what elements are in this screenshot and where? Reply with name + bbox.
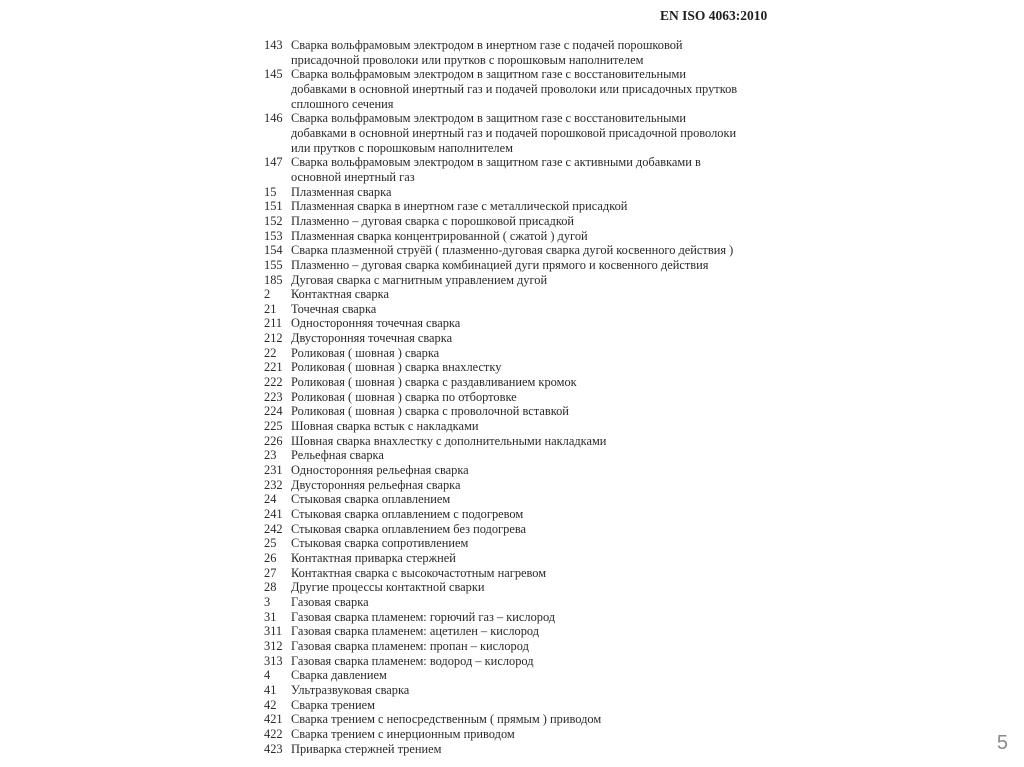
process-code: 421 — [264, 712, 283, 727]
description-line: Приварка стержней трением — [291, 741, 442, 756]
process-code-entry — [264, 111, 764, 155]
description-line: Контактная сварка — [291, 287, 389, 302]
process-description — [291, 434, 764, 449]
process-code: 27 — [264, 565, 277, 580]
description-line: Сварка трением с непосредственным ( прямым ) приводом — [291, 712, 602, 727]
description-line: Стыковая сварка оплавлением — [291, 492, 451, 507]
process-code: 221 — [264, 360, 283, 375]
process-description — [291, 595, 764, 610]
process-code-entry — [264, 492, 764, 507]
process-code-entry — [264, 536, 764, 551]
process-code-entry — [264, 639, 764, 654]
process-code: 21 — [264, 301, 277, 316]
description-line: Стыковая сварка оплавлением с подогревом — [291, 507, 524, 521]
process-description — [291, 610, 764, 625]
description-line: Газовая сварка пламенем: водород – кислород — [291, 653, 534, 668]
process-description — [291, 375, 764, 390]
process-description — [291, 258, 764, 273]
description-line: Дуговая сварка с магнитным управлением дугой — [291, 272, 548, 287]
process-code-entry — [264, 404, 764, 419]
description-line: Газовая сварка пламенем: горючий газ – кислород — [291, 609, 556, 624]
process-code-entry — [264, 624, 764, 639]
process-description — [291, 492, 764, 507]
description-line: добавками в основной инертный газ и подачей проволоки или присадочных прутков — [291, 81, 738, 96]
process-code: 155 — [264, 257, 283, 272]
process-code-entry — [264, 214, 764, 229]
process-code: 225 — [264, 419, 283, 434]
process-code-entry — [264, 360, 764, 375]
process-description — [291, 478, 764, 493]
process-description — [291, 419, 764, 434]
description-line: Газовая сварка пламенем: ацетилен – кислород — [291, 624, 540, 639]
welding-process-code-list — [264, 38, 764, 756]
process-description — [291, 316, 764, 331]
process-description — [291, 448, 764, 463]
description-line: Сварка трением — [291, 697, 375, 712]
description-line: Газовая сварка пламенем: пропан – кислород — [291, 638, 529, 653]
process-code-entry — [264, 316, 764, 331]
process-code-entry — [264, 229, 764, 244]
process-code: 151 — [264, 199, 283, 214]
process-code-entry — [264, 434, 764, 449]
process-description — [291, 360, 764, 375]
process-description — [291, 214, 764, 229]
process-code-entry — [264, 448, 764, 463]
process-code: 4 — [264, 668, 271, 683]
description-line: присадочной проволоки или прутков с порошковым наполнителем — [291, 52, 644, 67]
process-code: 15 — [264, 184, 277, 199]
process-code-entry — [264, 727, 764, 742]
process-code-entry — [264, 566, 764, 581]
description-line: Плазменная сварка — [291, 184, 392, 199]
process-code: 211 — [264, 316, 283, 331]
description-line: Газовая сварка — [291, 594, 369, 609]
description-line: Контактная приварка стержней — [291, 550, 456, 565]
process-code: 312 — [264, 638, 283, 653]
process-code-entry — [264, 155, 764, 184]
process-code-entry — [264, 258, 764, 273]
description-line: Двусторонняя точечная сварка — [291, 331, 453, 346]
process-code: 145 — [264, 67, 283, 82]
process-code-entry — [264, 463, 764, 478]
process-description — [291, 111, 764, 155]
description-line: Сварка вольфрамовым электродом в защитном газе с активными добавками в — [291, 155, 701, 170]
description-line: Рельефная сварка — [291, 448, 384, 463]
description-line: Сварка вольфрамовым электродом в защитном газе с восстановительными — [291, 111, 686, 126]
process-code: 41 — [264, 682, 277, 697]
document-standard-title: EN ISO 4063:2010 — [660, 8, 768, 23]
process-description — [291, 38, 764, 67]
process-description — [291, 287, 764, 302]
process-description — [291, 229, 764, 244]
process-code-entry — [264, 243, 764, 258]
process-code-entry — [264, 522, 764, 537]
process-description — [291, 654, 764, 669]
description-line: Шовная сварка встык с накладками — [291, 419, 479, 434]
process-description — [291, 668, 764, 683]
process-code-entry — [264, 375, 764, 390]
process-code: 223 — [264, 389, 283, 404]
process-code: 212 — [264, 331, 283, 346]
process-code: 25 — [264, 536, 277, 551]
process-code: 153 — [264, 228, 283, 243]
process-code: 231 — [264, 463, 283, 478]
process-code: 22 — [264, 345, 277, 360]
process-code-entry — [264, 742, 764, 757]
process-description — [291, 566, 764, 581]
description-line: Роликовая ( шовная ) сварка — [291, 345, 440, 360]
process-code: 311 — [264, 624, 283, 639]
process-code: 23 — [264, 448, 277, 463]
process-code-entry — [264, 419, 764, 434]
process-code-entry — [264, 580, 764, 595]
description-line: сплошного сечения — [291, 96, 394, 111]
description-line: Плазменная сварка концентрированной ( сжатой ) дугой — [291, 228, 588, 243]
process-code-entry — [264, 331, 764, 346]
process-description — [291, 185, 764, 200]
description-line: Точечная сварка — [291, 301, 377, 316]
process-code: 28 — [264, 580, 277, 595]
process-description — [291, 463, 764, 478]
process-code-entry — [264, 610, 764, 625]
process-code: 313 — [264, 653, 283, 668]
process-code-entry — [264, 551, 764, 566]
description-line: Плазменная сварка в инертном газе с металлической присадкой — [291, 199, 628, 214]
process-description — [291, 507, 764, 522]
process-description — [291, 712, 764, 727]
description-line: Односторонняя рельефная сварка — [291, 463, 469, 478]
process-description — [291, 698, 764, 713]
description-line: Сварка давлением — [291, 668, 387, 683]
description-line: Стыковая сварка оплавлением без подогрева — [291, 521, 527, 536]
description-line: Роликовая ( шовная ) сварка внахлестку — [291, 360, 502, 375]
process-code: 24 — [264, 492, 277, 507]
process-code-entry — [264, 668, 764, 683]
description-line: Плазменно – дуговая сварка комбинацией дуги прямого и косвенного действия — [291, 257, 709, 272]
process-description — [291, 727, 764, 742]
description-line: или прутков с порошковым наполнителем — [291, 140, 513, 155]
process-code-entry — [264, 712, 764, 727]
process-code: 143 — [264, 38, 283, 52]
process-description — [291, 67, 764, 111]
process-code: 185 — [264, 272, 283, 287]
description-line: Стыковая сварка сопротивлением — [291, 536, 469, 551]
process-code: 26 — [264, 550, 277, 565]
description-line: добавками в основной инертный газ и подачей порошковой присадочной проволоки — [291, 125, 737, 140]
process-description — [291, 390, 764, 405]
process-code: 222 — [264, 375, 283, 390]
process-code-entry — [264, 698, 764, 713]
process-code: 422 — [264, 726, 283, 741]
process-description — [291, 302, 764, 317]
process-description — [291, 536, 764, 551]
process-code: 42 — [264, 697, 277, 712]
process-code-entry — [264, 38, 764, 67]
process-code: 146 — [264, 111, 283, 126]
process-code: 147 — [264, 155, 283, 170]
process-description — [291, 155, 764, 184]
process-code: 232 — [264, 477, 283, 492]
process-description — [291, 639, 764, 654]
process-code: 3 — [264, 594, 271, 609]
process-code: 154 — [264, 243, 283, 258]
process-code: 224 — [264, 404, 283, 419]
process-code-entry — [264, 273, 764, 288]
description-line: Сварка вольфрамовым электродом в инертном газе с подачей порошковой — [291, 38, 683, 52]
description-line: Сварка плазменной струёй ( плазменно-дуговая сварка дугой косвенного действия ) — [291, 243, 734, 258]
description-line: Сварка трением с инерционным приводом — [291, 726, 515, 741]
description-line: Роликовая ( шовная ) сварка с проволочной вставкой — [291, 404, 569, 419]
description-line: Роликовая ( шовная ) сварка по отбортовке — [291, 389, 517, 404]
process-description — [291, 580, 764, 595]
process-code-entry — [264, 683, 764, 698]
process-code: 152 — [264, 213, 283, 228]
process-code-entry — [264, 654, 764, 669]
description-line: Односторонняя точечная сварка — [291, 316, 461, 331]
process-code-entry — [264, 478, 764, 493]
description-line: Ультразвуковая сварка — [291, 682, 410, 697]
process-description — [291, 199, 764, 214]
process-description — [291, 624, 764, 639]
process-description — [291, 742, 764, 757]
process-code: 241 — [264, 507, 283, 521]
process-code: 2 — [264, 287, 271, 302]
process-description — [291, 346, 764, 361]
process-code-entry — [264, 346, 764, 361]
process-description — [291, 404, 764, 419]
process-code-entry — [264, 390, 764, 405]
process-code-entry — [264, 595, 764, 610]
process-description — [291, 522, 764, 537]
process-description — [291, 243, 764, 258]
slide-page-number: 5 — [996, 732, 1008, 754]
description-line: Роликовая ( шовная ) сварка с раздавливанием кромок — [291, 375, 577, 390]
process-code: 226 — [264, 433, 283, 448]
process-code: 31 — [264, 609, 277, 624]
process-description — [291, 331, 764, 346]
description-line: Контактная сварка с высокочастотным нагревом — [291, 565, 547, 580]
description-line: Шовная сварка внахлестку с дополнительными накладками — [291, 433, 607, 448]
description-line: Сварка вольфрамовым электродом в защитном газе с восстановительными — [291, 67, 686, 82]
process-description — [291, 683, 764, 698]
process-code-entry — [264, 287, 764, 302]
description-line: Плазменно – дуговая сварка с порошковой присадкой — [291, 213, 575, 228]
process-code-entry — [264, 185, 764, 200]
process-code-entry — [264, 507, 764, 522]
process-code: 423 — [264, 741, 283, 756]
process-description — [291, 273, 764, 288]
process-description — [291, 551, 764, 566]
process-code: 242 — [264, 521, 283, 536]
description-line: Другие процессы контактной сварки — [291, 580, 485, 595]
process-code-entry — [264, 302, 764, 317]
description-line: Двусторонняя рельефная сварка — [291, 477, 461, 492]
description-line: основной инертный газ — [291, 169, 415, 184]
process-code-entry — [264, 67, 764, 111]
process-code-entry — [264, 199, 764, 214]
